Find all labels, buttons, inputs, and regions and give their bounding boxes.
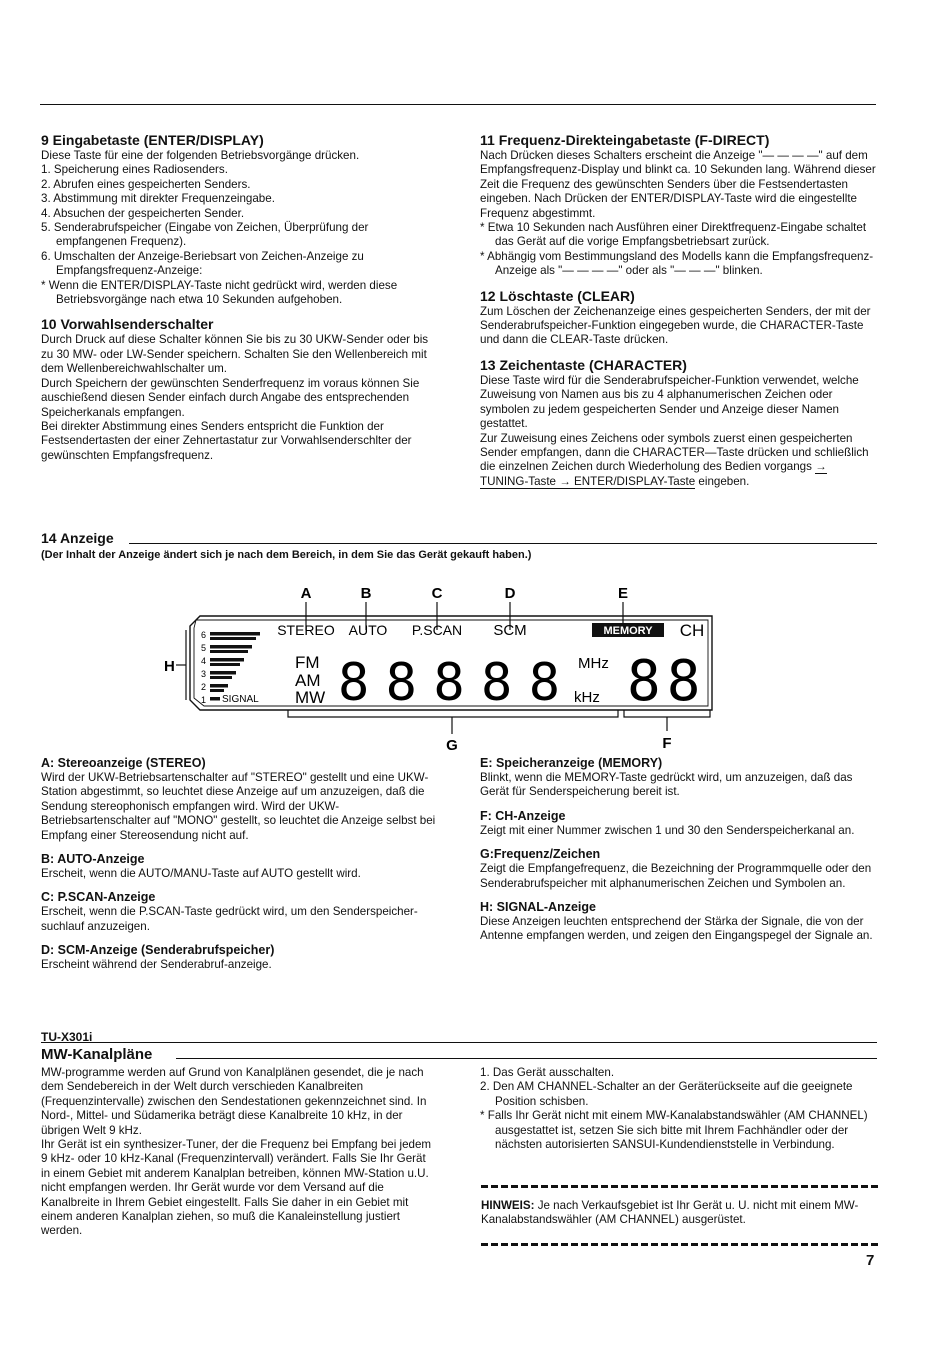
mw-p2: Ihr Gerät ist ein synthesizer-Tuner, der die Frequenz bei Empfang bei jedem 9 kHz- oder 10 kHz-Kanal (Frequenzintervall) verändert. Falls Sie Ihr Gerät in einem Gebiet mit anderem Kanalplan betreiben, können MW-Station u.U. nicht empfangen werden. Ihr Gerät wurde vor dem Versand auf die Kanalbreite in Ihrem Gebiet eingestellt. Falls Sie daher in ein Gebiet mit einem anderen Kanalplan ziehen, so muß die Kanaleinstellung justiert werden.	[41, 1138, 432, 1238]
model-label: TU-X301i	[41, 1030, 93, 1044]
legend-d-text: Erscheint während der Senderabruf-anzeige.	[41, 958, 272, 972]
khz-label: kHz	[574, 689, 600, 706]
section-13-p1: Diese Taste wird für die Senderabrufspeicher-Funktion verwendet, welche Zuweisung von Namen aus bis zu 4 alphanumerischen Zeichen oder symbolen zu jedem gespeicherten Sender und Anzeige dieser Namen gestattet.	[480, 373, 859, 431]
callout-h: H	[164, 658, 175, 675]
list-item: 6. Umschalten der Anzeige-Beriebsart von Zeichen-Anzeige zu Empfangsfrequenz-Anzeige:	[41, 249, 364, 278]
stereo-indicator: STEREO	[277, 622, 335, 638]
page-number: 7	[866, 1252, 875, 1269]
memory-indicator: MEMORY	[603, 625, 653, 637]
callout-f: F	[662, 735, 672, 752]
section-14-subtitle: (Der Inhalt der Anzeige ändert sich je nach dem Bereich, in dem Sie das Gerät gekauft haben.)	[41, 549, 532, 561]
legend-c-text: Erscheit, wenn die P.SCAN-Taste gedrückt wird, um den Senderspeicher-suchlauf anzuzeigen.	[41, 905, 418, 933]
ch-indicator: CH	[679, 621, 705, 640]
fm-indicator: FM	[295, 653, 320, 672]
section-11-p1: Nach Drücken dieses Schalters erscheint die Anzeige "— — — —" auf dem Empfangsfrequenz-Display und blinkt ca. 10 Sekunden lang. Während dieser Zeit die Frequenz des gewünschten Senders über die Festsendertasten eingeben. Nach Drücken der ENTER/DISPLAY-Taste wird die eingestellte Frequenz abgestimmt.	[480, 149, 876, 220]
list-item: 2. Abrufen eines gespeicherten Senders.	[41, 177, 251, 191]
section-11	[480, 132, 878, 489]
legend-a-text: Wird der UKW-Betriebsartenschalter auf "STEREO" gestellt und eine UKW-Station abgestimmt, so leuchtet diese Anzeige auf um anzuzeigen, daß die Sendung stereophonisch empfangen wird. Wird der UKW-Betriebsartenschalter auf "MONO" gestellt, so leuchtet die Anzeige selbst bei Empfang einer Stereosendung nicht auf.	[41, 771, 436, 842]
section-11-note-2: * Abhängig vom Bestimmungsland des Modells kann die Empfangsfrequenz-Anzeige als "— — — —" oder als "— — —" blinken.	[480, 249, 874, 278]
list-item: * Wenn die ENTER/DISPLAY-Taste nicht gedrückt wird, werden diese Betriebsvorgänge nach etwa 10 Sekunden aufgehoben.	[41, 278, 398, 307]
display-diagram	[160, 578, 730, 770]
mw-step-2: 2. Den AM CHANNEL-Schalter an der Geräterückseite auf die geeignete Position schisben.	[480, 1080, 853, 1108]
callout-e: E	[617, 585, 629, 602]
section-10-p1: Durch Druck auf diese Schalter können Sie bis zu 30 UKW-Sender oder bis zu 30 MW- oder LW-Sender speichern. Schalten Sie den Wellenbereich mit dem Wellenbereichwahlschalter um.	[41, 333, 429, 376]
section-11-title: 11 Frequenz-Direkteingabetaste (F-DIRECT)	[480, 132, 770, 148]
legend-e-title: E: Speicheranzeige (MEMORY)	[480, 756, 663, 770]
level-4: 4	[201, 656, 207, 666]
legend-e-text: Blinkt, wenn die MEMORY-Taste gedrückt wird, um anzuzeigen, daß das Gerät für Senderspeicherung bereit ist.	[480, 771, 853, 799]
mw-title-row	[41, 1046, 877, 1066]
section-10-p2: Durch Speichern der gewünschten Senderfrequenz im voraus können Sie auschießend diesen Sender einfach durch Angabe des entsprechenden Speicherkanals empfangen.	[41, 376, 420, 419]
callout-g: G	[446, 737, 458, 754]
mw-p1: MW-programme werden auf Grund von Kanalplänen gesendet, die je nach dem Sendebereich in der Welt durch verschieden Kanalbreiten (Frequenzintervalle) zwischen den Sendestationen gekennzeichnet sind. In Nord-, Mittel- und Südamerika beträgt diese Kanalbreite 10 kHz, in der übrigen Welt 9 kHz.	[41, 1066, 427, 1137]
level-1: 1	[201, 695, 207, 705]
section-12-title: 12 Löschtaste (CLEAR)	[480, 287, 635, 304]
legend-left	[41, 756, 436, 973]
legend-f-text: Zeigt mit einer Nummer zwischen 1 und 30 den Senderspeicherkanal an.	[480, 823, 855, 837]
hinweis-label: HINWEIS:	[481, 1199, 535, 1212]
level-5: 5	[201, 643, 207, 653]
section-10-title: 10 Vorwahlsenderschalter	[41, 316, 214, 333]
callout-b: B	[360, 585, 372, 602]
scm-indicator: SCM	[493, 622, 527, 639]
section-12-p1: Zum Löschen der Zeichenanzeige eines gespeicherten Senders, der mit der Senderabrufspeicher-Funktion eingegeben wurde, die CHARACTER-Taste und dann die CLEAR-Taste drücken.	[480, 304, 871, 347]
callout-d: D	[504, 585, 516, 602]
section-9-intro: Diese Taste für eine der folgenden Betriebsvorgänge drücken.	[41, 149, 360, 162]
signal-bars	[210, 632, 260, 701]
operation-sequence: → TUNING-Taste → ENTER/DISPLAY-Taste	[480, 460, 827, 488]
auto-indicator: AUTO	[348, 622, 388, 638]
legend-b-title: B: AUTO-Anzeige	[41, 852, 145, 867]
top-rule	[40, 104, 876, 105]
pscan-indicator: P.SCAN	[411, 622, 463, 638]
mw-right-text	[480, 1066, 880, 1152]
level-6: 6	[201, 630, 207, 640]
mw-step-1: 1. Das Gerät ausschalten.	[480, 1066, 615, 1079]
section-14-title: 14 Anzeige	[41, 530, 877, 548]
note-border-top	[481, 1185, 881, 1188]
level-2: 2	[201, 682, 207, 692]
mw-title: MW-Kanalpläne	[41, 1046, 158, 1063]
legend-h-text: Diese Anzeigen leuchten entsprechend der Stärka der Signale, die von der Antenne empfangen werden, und zeigen den Eingangspegel der Signale an.	[480, 915, 873, 943]
mw-indicator: MW	[295, 688, 326, 707]
level-3: 3	[201, 669, 207, 679]
mw-note: * Falls Ihr Gerät nicht mit einem MW-Kanalabstandswähler (AM CHANNEL) ausgestattet ist, setzen Sie sich bitte mit Ihrem Fachhändler oder der nächsten autorisierten SANSUI-Kundendienststelle in Verbindung.	[480, 1109, 868, 1152]
channel-digits: 88	[627, 649, 707, 714]
legend-g-title: G:Frequenz/Zeichen	[480, 847, 601, 862]
section-13-p2: Zur Zuweisung eines Zeichens oder symbols zuerst einen gespeicherten Sender empfangen, dann die CHARACTER—Taste drücken und schließlich die einzelnen Zeichen durch Wiederholung des Bedien vorgangs → TUNING-Taste → ENTER/DISPLAY-Taste eingeben.	[480, 431, 869, 488]
frequency-characters: 88888	[338, 653, 570, 713]
list-item: 1. Speicherung eines Radiosenders.	[41, 163, 228, 177]
mw-left-text	[41, 1066, 436, 1239]
section-9	[41, 132, 436, 463]
legend-a-title: A: Stereoanzeige (STEREO)	[41, 756, 206, 770]
signal-label: SIGNAL	[222, 694, 259, 705]
mhz-label: MHz	[578, 655, 609, 672]
am-indicator: AM	[295, 671, 321, 690]
hinweis-box	[481, 1199, 879, 1228]
section-11-note-1: * Etwa 10 Sekunden nach Ausführen einer Direktfrequenz-Eingabe schaltet das Gerät auf die vorige Empfangsbetriebsart zurück.	[480, 221, 867, 249]
section-10-p3: Bei direkter Abstimmung eines Senders entspricht die Funktion der Festsendertasten der einer Zehnertastatur zur Vorwahlsenderschlter der gewünschten Empfangsfrequenz.	[41, 419, 412, 462]
list-item: 4. Absuchen der gespeicherten Sender.	[41, 206, 245, 220]
callout-c: C	[431, 585, 443, 602]
list-item: 5. Senderabrufspeicher (Eingabe von Zeichen, Überprüfung der empfangenen Frequenz).	[41, 221, 369, 249]
legend-right	[480, 756, 878, 944]
hinweis-text: Je nach Verkaufsgebiet ist Ihr Gerät u. U. nicht mit einem MW-Kanalabstandswähler (AM CHANNEL) ausgerüstet.	[481, 1199, 859, 1227]
legend-d-title: D: SCM-Anzeige (Senderabrufspeicher)	[41, 943, 275, 958]
legend-g-text: Zeigt die Empfangefrequenz, die Bezeichning der Programmquelle oder den Senderabrufspeicher mit alphanumerischen Zeichen und Symbolen an.	[480, 862, 872, 890]
legend-b-text: Erscheit, wenn die AUTO/MANU-Taste auf AUTO gestellt wird.	[41, 867, 361, 881]
section-13-title: 13 Zeichentaste (CHARACTER)	[480, 356, 687, 373]
legend-h-title: H: SIGNAL-Anzeige	[480, 900, 596, 915]
callout-a: A	[300, 585, 312, 602]
legend-f-title: F: CH-Anzeige	[480, 808, 566, 823]
legend-c-title: C: P.SCAN-Anzeige	[41, 890, 156, 905]
section-9-title: 9 Eingabetaste (ENTER/DISPLAY)	[41, 132, 264, 148]
note-border-bottom	[481, 1243, 881, 1246]
list-item: 3. Abstimmung mit direkter Frequenzeingabe.	[41, 192, 275, 206]
